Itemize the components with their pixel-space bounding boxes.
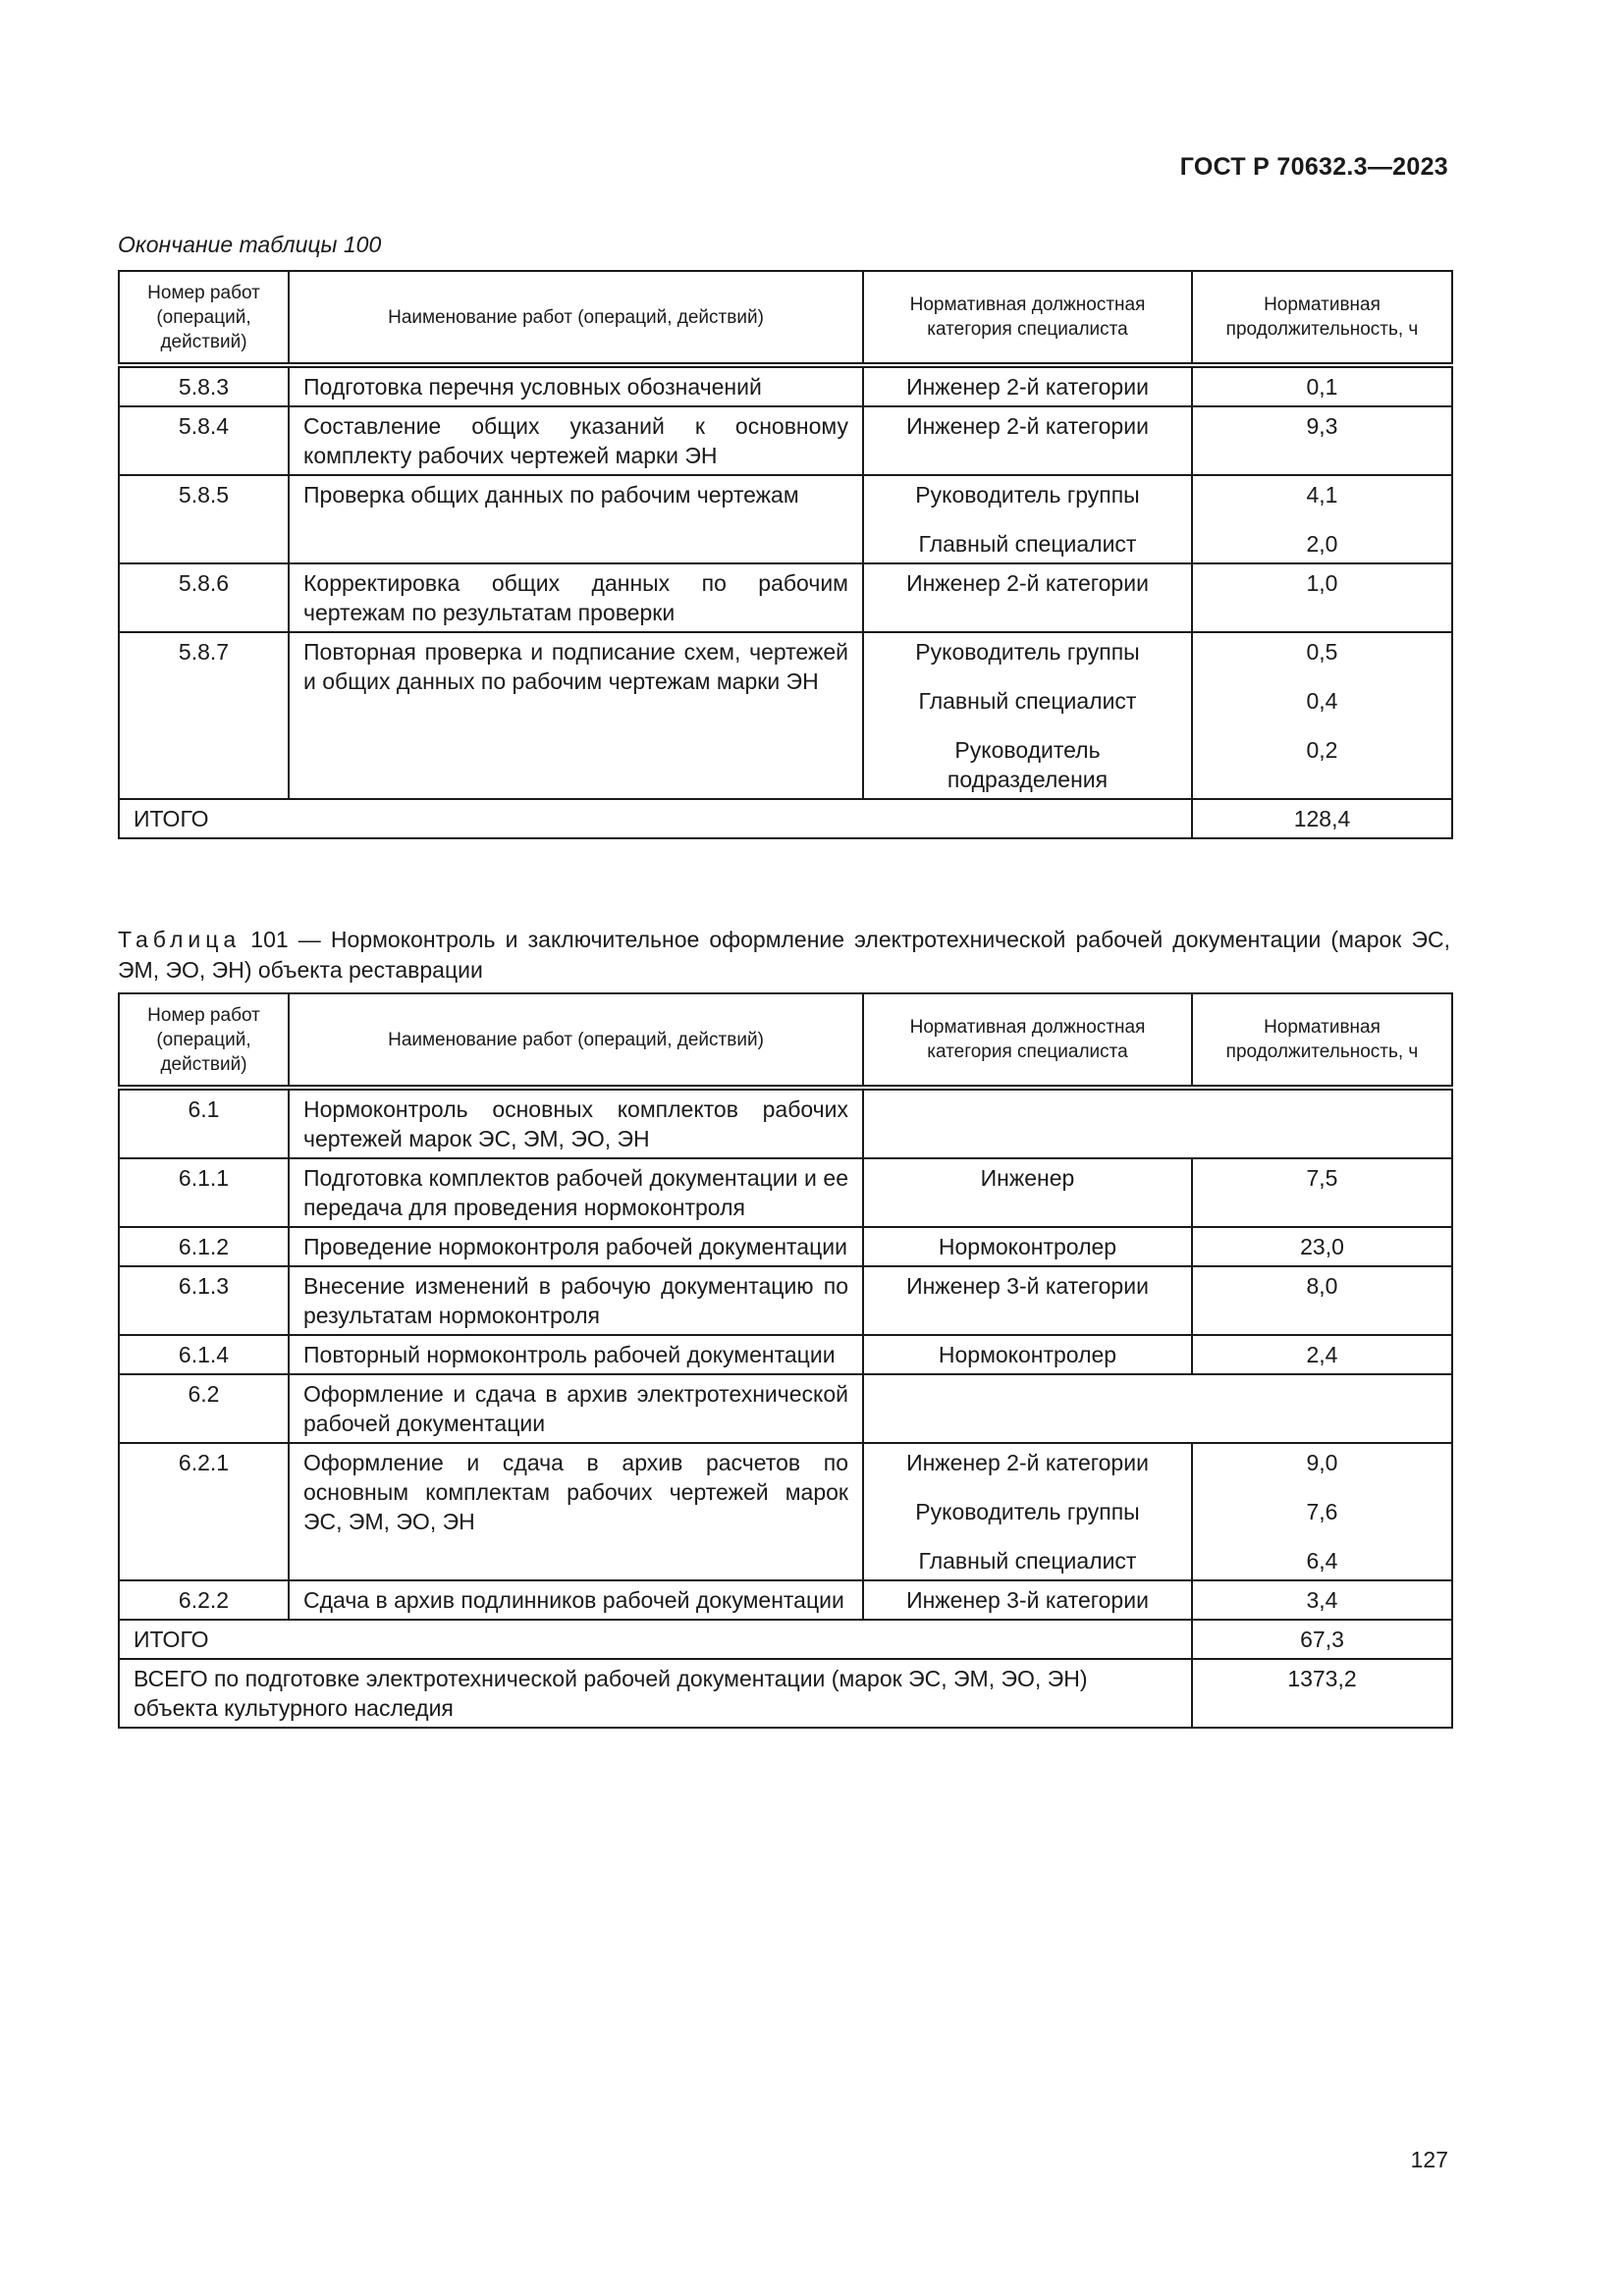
duration-value: 9,0 xyxy=(1306,1450,1338,1475)
category-cell xyxy=(863,1335,1192,1374)
category-value: Инженер 2-й категории xyxy=(906,570,1149,596)
work-number-cell: 6.2 xyxy=(119,1374,289,1443)
category-value: Инженер 2-й категории xyxy=(906,374,1149,400)
table-row xyxy=(119,365,1452,406)
table-row xyxy=(119,1335,1452,1374)
duration-value: 6,4 xyxy=(1306,1548,1338,1574)
duration-cell xyxy=(1192,1580,1452,1620)
work-name-cell: Повторная проверка и подписание схем, чертежей и общих данных по рабочим чертежам марки ЭН xyxy=(289,632,863,799)
duration-cell xyxy=(1192,632,1452,799)
column-header-duration: Нормативная продолжительность, ч xyxy=(1192,993,1452,1088)
table-row xyxy=(119,1227,1452,1266)
duration-value: 4,1 xyxy=(1306,482,1338,507)
table-row xyxy=(119,1580,1452,1620)
work-name-cell: Сдача в архив подлинников рабочей документации xyxy=(289,1580,863,1620)
category-cell xyxy=(863,1580,1192,1620)
duration-cell xyxy=(1192,365,1452,406)
work-name-cell: Проведение нормоконтроля рабочей документации xyxy=(289,1227,863,1266)
column-header-duration: Нормативная продолжительность, ч xyxy=(1192,271,1452,365)
table-header-row xyxy=(119,993,1452,1088)
column-header-name: Наименование работ (операций, действий) xyxy=(289,993,863,1088)
work-number-cell: 5.8.5 xyxy=(119,475,289,563)
work-name-cell: Корректировка общих данных по рабочим чертежам по результатам проверки xyxy=(289,563,863,632)
duration-value: 0,1 xyxy=(1306,374,1338,400)
category-cell xyxy=(863,406,1192,475)
section-row xyxy=(119,1088,1452,1158)
duration-value: 2,4 xyxy=(1306,1342,1338,1367)
category-cell xyxy=(863,1443,1192,1580)
grand-total-value: 1373,2 xyxy=(1192,1659,1452,1728)
grand-total-row xyxy=(119,1659,1452,1728)
work-name-cell: Проверка общих данных по рабочим чертежам xyxy=(289,475,863,563)
category-value: Руководитель подразделения xyxy=(947,737,1109,792)
empty-section-cell xyxy=(863,1374,1452,1443)
total-row xyxy=(119,1620,1452,1659)
table-101-caption xyxy=(118,925,1450,986)
duration-value: 9,3 xyxy=(1306,413,1338,439)
work-name-cell: Подготовка перечня условных обозначений xyxy=(289,365,863,406)
table-header-row xyxy=(119,271,1452,365)
column-header-name: Наименование работ (операций, действий) xyxy=(289,271,863,365)
table-continuation-label: Окончание таблицы 100 xyxy=(118,232,382,257)
total-value: 128,4 xyxy=(1192,799,1452,838)
duration-value: 1,0 xyxy=(1306,570,1338,596)
document-code: ГОСТ Р 70632.3—2023 xyxy=(1179,153,1448,181)
table-100-end xyxy=(118,270,1453,839)
duration-value: 0,4 xyxy=(1306,688,1338,714)
category-value: Руководитель группы xyxy=(915,482,1140,507)
table-101 xyxy=(118,992,1453,1729)
total-label: ИТОГО xyxy=(119,799,1192,838)
table-row xyxy=(119,632,1452,799)
work-number-cell: 6.1.4 xyxy=(119,1335,289,1374)
work-number-cell: 6.1 xyxy=(119,1088,289,1158)
work-name-cell: Внесение изменений в рабочую документацию по результатам нормоконтроля xyxy=(289,1266,863,1335)
duration-cell xyxy=(1192,475,1452,563)
work-number-cell: 5.8.6 xyxy=(119,563,289,632)
work-name-cell: Оформление и сдача в архив электротехнической рабочей документации xyxy=(289,1374,863,1443)
table-row xyxy=(119,1158,1452,1227)
work-number-cell: 5.8.3 xyxy=(119,365,289,406)
category-value: Нормоконтролер xyxy=(938,1234,1117,1259)
duration-value: 3,4 xyxy=(1306,1587,1338,1613)
duration-cell xyxy=(1192,1227,1452,1266)
table-caption-title: 101 — Нормоконтроль и заключительное оформление электротехнической рабочей документации (марок ЭС, ЭМ, ЭО, ЭН) объекта реставрации xyxy=(118,927,1450,983)
grand-total-label: ВСЕГО по подготовке электротехнической рабочей документации (марок ЭС, ЭМ, ЭО, ЭН) объекта культурного наследия xyxy=(119,1659,1192,1728)
work-name-cell: Повторный нормоконтроль рабочей документации xyxy=(289,1335,863,1374)
total-value: 67,3 xyxy=(1192,1620,1452,1659)
category-value: Руководитель группы xyxy=(915,639,1140,665)
duration-value: 8,0 xyxy=(1306,1273,1338,1299)
work-number-cell: 6.1.1 xyxy=(119,1158,289,1227)
duration-value: 0,5 xyxy=(1306,639,1338,665)
category-cell xyxy=(863,632,1192,799)
duration-cell xyxy=(1192,563,1452,632)
work-number-cell: 6.1.2 xyxy=(119,1227,289,1266)
work-name-cell: Оформление и сдача в архив расчетов по основным комплектам рабочих чертежей марок ЭС, ЭМ, ЭО, ЭН xyxy=(289,1443,863,1580)
duration-value: 0,2 xyxy=(1306,737,1338,763)
category-value: Руководитель группы xyxy=(915,1499,1140,1524)
category-value: Главный специалист xyxy=(918,688,1137,714)
work-number-cell: 5.8.4 xyxy=(119,406,289,475)
category-cell xyxy=(863,365,1192,406)
duration-value: 7,5 xyxy=(1306,1165,1338,1191)
column-header-category: Нормативная должностная категория специалиста xyxy=(863,993,1192,1088)
duration-cell xyxy=(1192,1335,1452,1374)
column-header-category: Нормативная должностная категория специалиста xyxy=(863,271,1192,365)
work-number-cell: 5.8.7 xyxy=(119,632,289,799)
duration-value: 7,6 xyxy=(1306,1499,1338,1524)
table-row xyxy=(119,406,1452,475)
category-cell xyxy=(863,1158,1192,1227)
table-row xyxy=(119,475,1452,563)
column-header-num: Номер работ (операций, действий) xyxy=(119,993,289,1088)
duration-cell xyxy=(1192,1158,1452,1227)
duration-cell xyxy=(1192,1443,1452,1580)
category-value: Инженер 2-й категории xyxy=(906,413,1149,439)
category-value: Главный специалист xyxy=(918,1548,1137,1574)
category-value: Инженер 3-й категории xyxy=(906,1273,1149,1299)
table-row xyxy=(119,563,1452,632)
section-row xyxy=(119,1374,1452,1443)
work-number-cell: 6.1.3 xyxy=(119,1266,289,1335)
category-value: Главный специалист xyxy=(918,531,1137,557)
category-value: Нормоконтролер xyxy=(938,1342,1117,1367)
table-row xyxy=(119,1266,1452,1335)
work-number-cell: 6.2.2 xyxy=(119,1580,289,1620)
work-name-cell: Подготовка комплектов рабочей документации и ее передача для проведения нормоконтроля xyxy=(289,1158,863,1227)
category-cell xyxy=(863,1266,1192,1335)
category-cell xyxy=(863,1227,1192,1266)
work-number-cell: 6.2.1 xyxy=(119,1443,289,1580)
category-value: Инженер 2-й категории xyxy=(906,1450,1149,1475)
column-header-num: Номер работ (операций, действий) xyxy=(119,271,289,365)
category-value: Инженер xyxy=(980,1165,1075,1191)
empty-section-cell xyxy=(863,1088,1452,1158)
category-cell xyxy=(863,475,1192,563)
duration-value: 2,0 xyxy=(1306,531,1338,557)
page-number: 127 xyxy=(1410,2147,1448,2172)
category-value: Инженер 3-й категории xyxy=(906,1587,1149,1613)
total-row xyxy=(119,799,1452,838)
total-label: ИТОГО xyxy=(119,1620,1192,1659)
duration-cell xyxy=(1192,406,1452,475)
category-cell xyxy=(863,563,1192,632)
table-caption-word: Таблица xyxy=(118,927,242,952)
duration-cell xyxy=(1192,1266,1452,1335)
table-row xyxy=(119,1443,1452,1580)
duration-value: 23,0 xyxy=(1300,1234,1344,1259)
work-name-cell: Составление общих указаний к основному комплекту рабочих чертежей марки ЭН xyxy=(289,406,863,475)
work-name-cell: Нормоконтроль основных комплектов рабочих чертежей марок ЭС, ЭМ, ЭО, ЭН xyxy=(289,1088,863,1158)
